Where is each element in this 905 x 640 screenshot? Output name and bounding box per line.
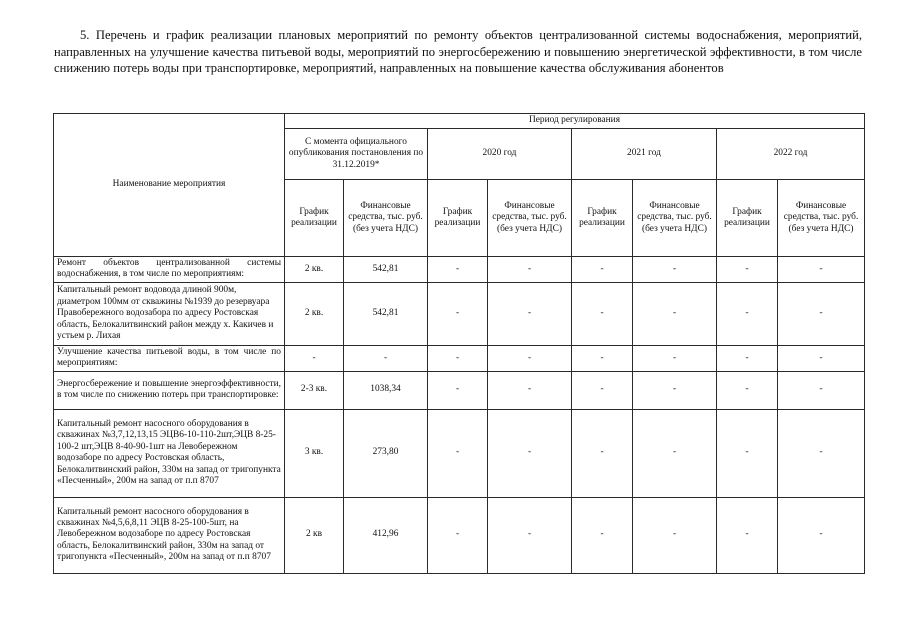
schedule-subheader: График реализации [428, 180, 488, 257]
name-column-header: Наименование мероприятия [54, 114, 285, 257]
finance-subheader: Финансовые средства, тыс. руб. (без учета НДС) [778, 180, 865, 257]
table-cell: - [488, 345, 572, 371]
activity-name: Капитальный ремонт водовода длиной 900м, диаметром 100мм от скважины №1939 до резервуара Правобережного водозабора по адресу Ростовская область, Белокалитвинский район между х. Какичев и устьем р. Лихая [54, 282, 285, 345]
period-header-2020: 2020 год [428, 129, 572, 180]
table-cell: 2 кв. [285, 282, 344, 345]
table-cell: - [778, 345, 865, 371]
table-cell: - [428, 497, 488, 573]
table-cell: - [717, 345, 778, 371]
table-cell: - [428, 409, 488, 497]
activity-name: Капитальный ремонт насосного оборудования в скважинах №4,5,6,8,11 ЭЦВ 8-25-100-5шт, на Левобережном водозаборе по адресу Ростовская область, Белокалитвинский район, 330м на запад от тригопункта «Песченный», 200м на запад от п.п 8707 [54, 497, 285, 573]
table-cell: 2-3 кв. [285, 371, 344, 409]
table-cell: - [488, 409, 572, 497]
table-cell: - [572, 282, 633, 345]
table-row [54, 409, 865, 497]
activities-table [53, 113, 865, 574]
section-intro [54, 27, 862, 77]
period-header-initial: С момента официального опубликования постановления по 31.12.2019* [285, 129, 428, 180]
table-cell: - [488, 282, 572, 345]
table-cell: - [572, 345, 633, 371]
table-cell: - [572, 409, 633, 497]
table-cell: 1038,34 [344, 371, 428, 409]
section-heading: 5. Перечень и график реализации плановых мероприятий по ремонту объектов централизованной системы водоснабжения, мероприятий, направленных на улучшение качества питьевой воды, мероприятий по энергосбережению и повышению энергетической эффективности, в том числе снижению потерь воды при транспортировке, мероприятий, направленных на повышение качества обслуживания абонентов [54, 28, 862, 75]
table-cell: - [778, 497, 865, 573]
table-cell: - [717, 371, 778, 409]
activity-name: Энергосбережение и повышение энергоэффективности, в том числе по снижению потерь при транспортировке: [54, 371, 285, 409]
table-cell: - [778, 257, 865, 283]
table-cell: - [344, 345, 428, 371]
table-cell: - [778, 371, 865, 409]
table-cell: - [572, 371, 633, 409]
table-cell: - [633, 371, 717, 409]
schedule-subheader: График реализации [285, 180, 344, 257]
table-cell: - [717, 257, 778, 283]
table-cell: - [778, 409, 865, 497]
table-cell: - [488, 371, 572, 409]
table-cell: - [428, 282, 488, 345]
table-cell: - [633, 497, 717, 573]
finance-subheader: Финансовые средства, тыс. руб. (без учета НДС) [633, 180, 717, 257]
activity-name: Капитальный ремонт насосного оборудования в скважинах №3,7,12,13,15 ЭЦВ6-10-110-2шт,ЭЦВ 8-25-100-2 шт,ЭЦВ 8-40-90-1шт на Левобережном водозаборе по адресу Ростовская область, Белокалитвинский район, 330м на запад от тригопункта «Песченный», 200м на запад от п.п 8707 [54, 409, 285, 497]
table-cell: 273,80 [344, 409, 428, 497]
table-cell: - [633, 282, 717, 345]
table-row [54, 371, 865, 409]
table-cell: 2 кв. [285, 257, 344, 283]
table-cell: - [633, 409, 717, 497]
table-cell: 542,81 [344, 257, 428, 283]
table-cell: - [633, 345, 717, 371]
schedule-subheader: График реализации [572, 180, 633, 257]
table-cell: 412,96 [344, 497, 428, 573]
activity-name: Улучшение качества питьевой воды, в том числе по мероприятиям: [54, 345, 285, 371]
period-header: Период регулирования [285, 114, 865, 129]
table-cell: - [428, 371, 488, 409]
table-row [54, 282, 865, 345]
table-row [54, 497, 865, 573]
table-cell: - [717, 282, 778, 345]
table-cell: - [428, 257, 488, 283]
table-cell: - [488, 257, 572, 283]
schedule-subheader: График реализации [717, 180, 778, 257]
table-cell: 542,81 [344, 282, 428, 345]
table-cell: - [717, 497, 778, 573]
finance-subheader: Финансовые средства, тыс. руб. (без учета НДС) [344, 180, 428, 257]
table-cell: - [778, 282, 865, 345]
finance-subheader: Финансовые средства, тыс. руб. (без учета НДС) [488, 180, 572, 257]
period-header-2022: 2022 год [717, 129, 865, 180]
table-cell: - [633, 257, 717, 283]
table-row [54, 345, 865, 371]
table-cell: 2 кв [285, 497, 344, 573]
table-cell: - [285, 345, 344, 371]
activity-name: Ремонт объектов централизованной системы водоснабжения, в том числе по мероприятиям: [54, 257, 285, 283]
table-cell: - [572, 497, 633, 573]
table-cell: 3 кв. [285, 409, 344, 497]
table-cell: - [572, 257, 633, 283]
period-header-2021: 2021 год [572, 129, 717, 180]
table-row [54, 257, 865, 283]
table-cell: - [717, 409, 778, 497]
table-cell: - [488, 497, 572, 573]
table-cell: - [428, 345, 488, 371]
